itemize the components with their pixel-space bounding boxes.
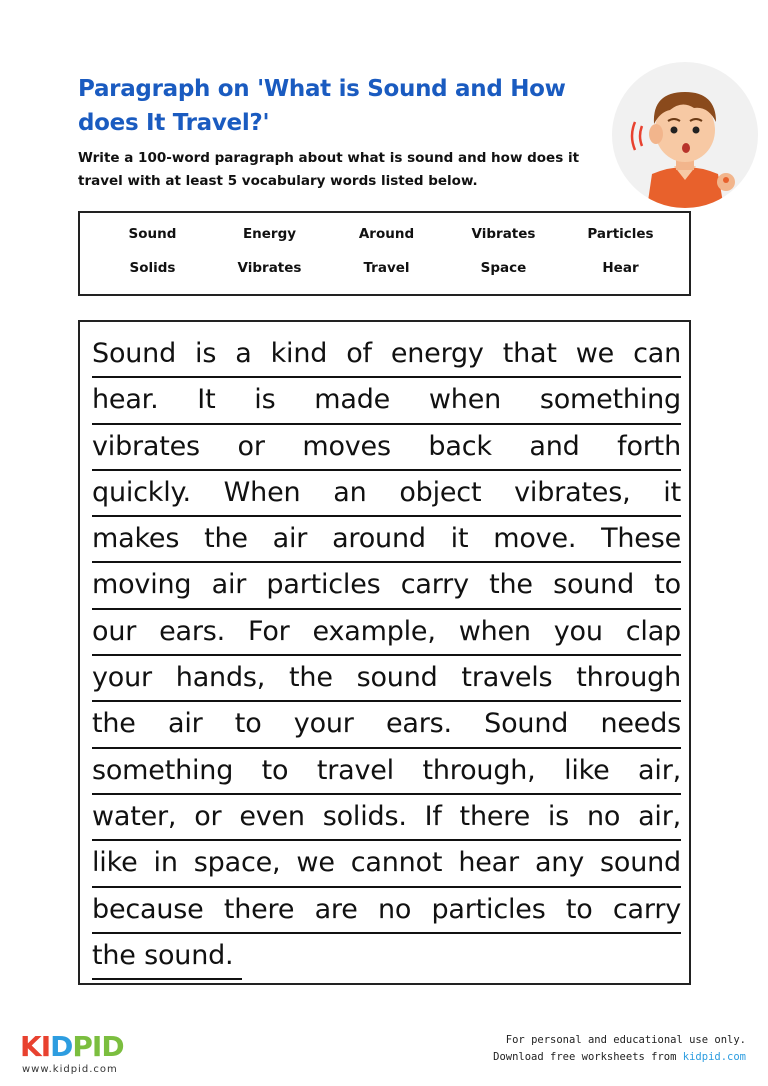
paragraph-line: vibrates or moves back and forth	[92, 425, 681, 471]
footer-usage-note: For personal and educational use only.	[505, 1034, 746, 1046]
kidpid-link[interactable]: kidpid.com	[682, 1051, 746, 1063]
vocab-word: Travel	[363, 260, 410, 276]
footer-download-note: Download free worksheets from kidpid.com	[493, 1051, 746, 1063]
vocab-word: Vibrates	[471, 226, 536, 242]
vocab-word: Energy	[242, 226, 297, 242]
paragraph-line: your hands, the sound travels through	[92, 656, 681, 702]
paragraph-line: like in space, we cannot hear any sound	[92, 841, 681, 887]
vocab-word: Particles	[587, 226, 654, 242]
footer-notes	[493, 1032, 746, 1066]
vocab-word: Sound	[128, 226, 177, 242]
vocab-word: Vibrates	[237, 260, 302, 276]
paragraph-line: something to travel through, like air,	[92, 749, 681, 795]
paragraph-line: quickly. When an object vibrates, it	[92, 471, 681, 517]
paragraph-line: our ears. For example, when you clap	[92, 610, 681, 656]
paragraph-line: Sound is a kind of energy that we can	[92, 332, 681, 378]
paragraph-line: the sound.	[92, 934, 242, 980]
boy-listening-illustration	[612, 62, 758, 208]
paragraph-lines	[92, 332, 681, 980]
boy-listening-icon	[612, 62, 758, 208]
vocab-word: Solids	[129, 260, 176, 276]
kidpid-logo: KIDPID	[20, 1030, 124, 1063]
paragraph-line: because there are no particles to carry	[92, 888, 681, 934]
vocabulary-box	[78, 211, 691, 296]
vocabulary-grid	[94, 225, 679, 277]
vocab-word: Around	[358, 226, 415, 242]
logo-url: www.kidpid.com	[22, 1064, 118, 1075]
vocab-word: Space	[480, 260, 527, 276]
paragraph-line: hear. It is made when something	[92, 378, 681, 424]
vocab-word: Hear	[602, 260, 639, 276]
paragraph-line: the air to your ears. Sound needs	[92, 702, 681, 748]
page-title: Paragraph on 'What is Sound and How does It Travel?'	[78, 76, 566, 136]
paragraph-line: water, or even solids. If there is no air,	[92, 795, 681, 841]
instructions: Write a 100-word paragraph about what is sound and how does it travel with at least 5 vocabulary words listed below.	[78, 150, 580, 189]
paragraph-line: moving air particles carry the sound to	[92, 563, 681, 609]
paragraph-line: makes the air around it move. These	[92, 517, 681, 563]
paragraph-box	[78, 320, 691, 985]
